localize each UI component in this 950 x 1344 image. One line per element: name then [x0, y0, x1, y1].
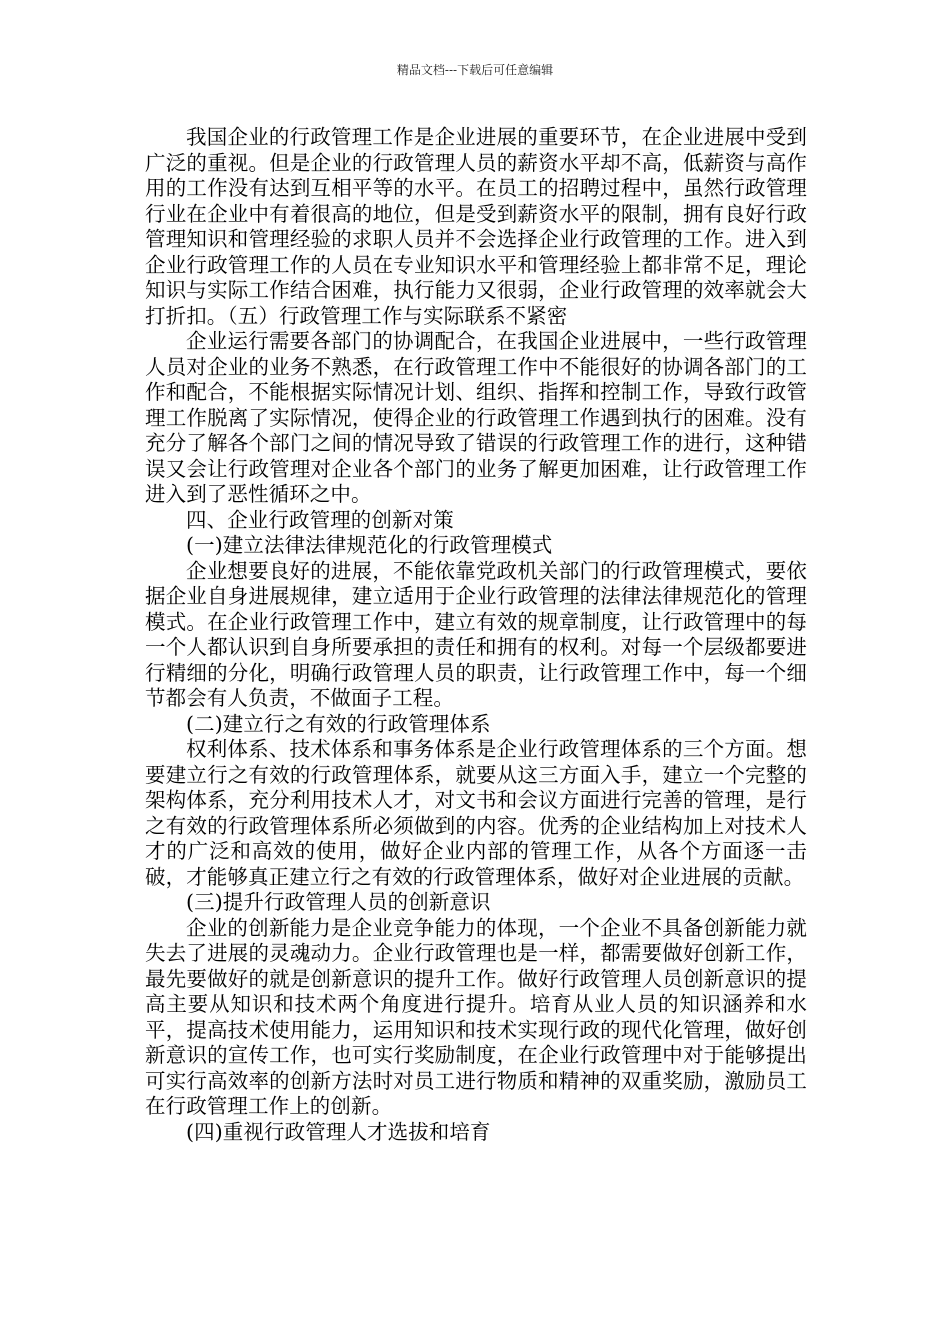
paragraph-legal-model: 企业想要良好的进展，不能依靠党政机关部门的行政管理模式，要依据企业自身进展规律，建立适用于企业行政管理的法律法律规范化的管理模式。在企业行政管理工作中，建立有效的规章制度，让行政管理中的每一个人都认识到自身所要承担的责任和拥有的权利。对每一个层级都要进行精细的分化，明确行政管理人员的职责，让行政管理工作中，每一个细节都会有人负责，不做面子工程。 [145, 558, 807, 710]
document-body [145, 125, 807, 1145]
paragraph-innovation-awareness: 企业的创新能力是企业竞争能力的体现，一个企业不具备创新能力就失去了进展的灵魂动力。企业行政管理也是一样，都需要做好创新工作，最先要做好的就是创新意识的提升工作。做好行政管理人员创新意识的提高主要从知识和技术两个角度进行提升。培育从业人员的知识涵养和水平，提高技术使用能力，运用知识和技术实现行政的现代化管理，做好创新意识的宣传工作，也可实行奖励制度，在企业行政管理中对于能够提出可实行高效率的创新方法时对员工进行物质和精神的双重奖励，激励员工在行政管理工作上的创新。 [145, 915, 807, 1118]
subheading-management-system: (二)建立行之有效的行政管理体系 [186, 711, 491, 736]
section-heading-innovation: 四、企业行政管理的创新对策 [186, 507, 454, 532]
paragraph-coordination-issue: 企业运行需要各部门的协调配合，在我国企业进展中，一些行政管理人员对企业的业务不熟悉，在行政管理工作中不能很好的协调各部门的工作和配合，不能根据实际情况计划、组织、指挥和控制工作，导致行政管理工作脱离了实际情况，使得企业的行政管理工作遇到执行的困难。没有充分了解各个部门之间的情况导致了错误的行政管理工作的进行，这种错误又会让行政管理对企业各个部门的业务了解更加困难，让行政管理工作进入到了恶性循环之中。 [145, 329, 807, 506]
paragraph-salary-issue: 我国企业的行政管理工作是企业进展的重要环节，在企业进展中受到广泛的重视。但是企业的行政管理人员的薪资水平却不高，低薪资与高作用的工作没有达到互相平等的水平。在员工的招聘过程中，虽然行政管理行业在企业中有着很高的地位，但是受到薪资水平的限制，拥有良好行政管理知识和管理经验的求职人员并不会选择企业行政管理的工作。进入到企业行政管理工作的人员在专业知识水平和管理经验上都非常不足，理论知识与实际工作结合困难，执行能力又很弱，企业行政管理的效率就会大打折扣。（五）行政管理工作与实际联系不紧密 [145, 125, 807, 328]
subheading-innovation-awareness: (三)提升行政管理人员的创新意识 [186, 890, 491, 914]
subheading-talent-selection: (四)重视行政管理人才选拔和培育 [186, 1119, 491, 1144]
paragraph-management-system: 权利体系、技术体系和事务体系是企业行政管理体系的三个方面。想要建立行之有效的行政管理体系，就要从这三方面入手，建立一个完整的架构体系，充分利用技术人才，对文书和会议方面进行完善的管理，是行之有效的行政管理体系所必须做到的内容。优秀的企业结构加上对技术人才的广泛和高效的使用，做好企业内部的管理工作，从各个方面逐一击破，才能够真正建立行之有效的行政管理体系，做好对企业进展的贡献。 [145, 737, 807, 889]
page-header: 精品文档---下载后可任意编辑 [396, 63, 554, 77]
subheading-legal-model: (一)建立法律法律规范化的行政管理模式 [186, 533, 553, 557]
